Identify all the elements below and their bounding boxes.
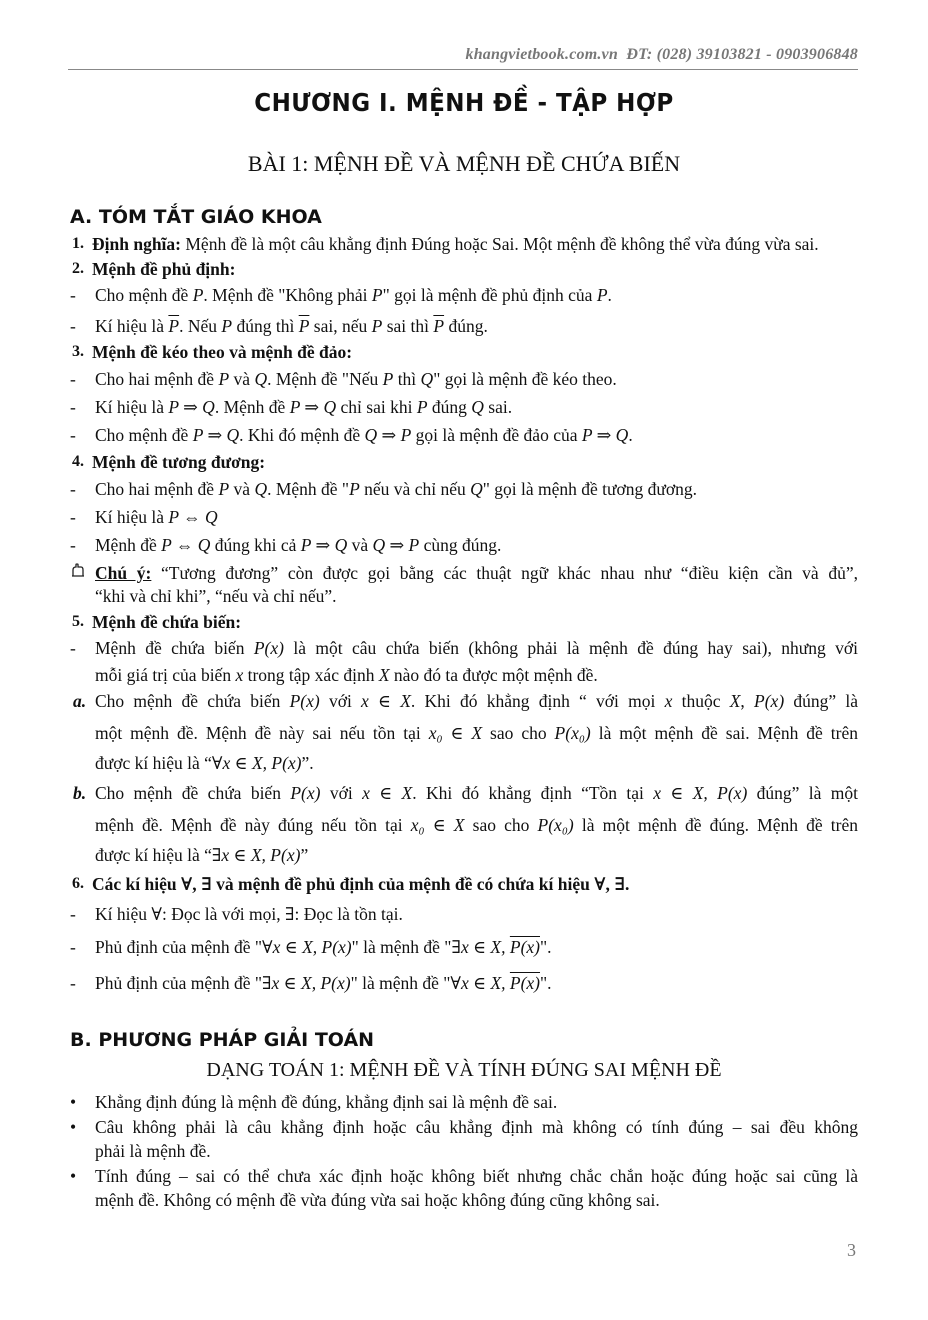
item-number: 5. [72,613,84,630]
line-text [92,258,858,280]
text-segment: Tính đúng – sai có thể chưa xác định hoặc không biết nhưng chắc chắn hoặc đúng hoặc sai cũng là [95,1166,858,1186]
label-text: Mệnh đề chứa biến: [92,612,242,632]
text-segment: nào đó ta được một mệnh đề. [389,665,598,685]
text-segment: ". [540,937,552,957]
dash-marker: - [70,369,76,389]
text-segment: : Đọc là tồn tại. [294,904,403,924]
line-text [95,1189,858,1211]
text-segment: mệnh đề. Mệnh đề này đúng nếu tồn tại [95,815,411,835]
text-segment: Khẳng định đúng là mệnh đề đúng, khẳng định sai là mệnh đề sai. [95,1092,558,1112]
text-segment: Phủ định của mệnh đề " [95,937,263,957]
math-expression: X [378,665,390,685]
label-text: Định nghĩa: [92,234,181,254]
line-text [95,752,858,774]
math-expression: P(x) [754,691,785,711]
math-expression: ∀x ∈ X, P(x) [262,937,352,957]
dash-marker: - [70,507,76,527]
text-segment: ”. [301,753,314,773]
line-text [95,506,858,528]
line-text [92,873,858,895]
math-expression: P ⇒ Q [300,535,348,555]
note-hand-icon [70,562,86,584]
header-divider [68,69,858,70]
math-expression: $\overline{P}$ [433,316,445,336]
dash-marker: - [70,479,76,499]
text-segment: được kí hiệu là “ [95,753,212,773]
math-expression: x₀ ∈ X [410,815,465,835]
item-number: a. [73,691,87,711]
text-segment: là một mệnh đề đúng. Mệnh đề trên [573,815,858,835]
site-name: khangvietbook.com.vn [465,46,618,63]
math-expression: $\overline{P}$ [298,316,310,336]
text-segment: . Khi đó khẳng định “Tồn tại [412,783,654,803]
item-number: 3. [72,343,84,360]
bullet-icon: • [70,1092,77,1112]
text-segment: . [628,425,633,445]
text-segment: là một câu chứa biến (không phải là mệnh đề đúng hay sai), nhưng với [283,638,858,658]
text-segment: và [229,479,255,499]
math-expression: P(x) [289,691,320,711]
item-number: 4. [72,453,84,470]
line-text [95,1116,858,1138]
math-expression: x [664,691,673,711]
text-segment: với [320,783,363,803]
line-text [92,451,858,473]
math-expression: Q [471,397,484,417]
math-expression: $\overline{P}$ [168,316,180,336]
line-text [95,972,858,994]
text-segment: . Mệnh đề "Không phải [203,285,372,305]
math-expression: P [371,285,383,305]
line-text [95,585,858,607]
text-segment: mệnh đề. Không có mệnh đề vừa đúng vừa sai hoặc không đúng cũng không sai. [95,1190,660,1210]
line-text [92,233,858,255]
text-segment: cùng đúng. [419,535,502,555]
text-segment: và [229,369,255,389]
text-segment: . [607,285,612,305]
math-expression: x₀ ∈ X [428,723,483,743]
text-segment: đúng [427,397,472,417]
dash-marker: - [70,973,76,993]
text-segment: với [319,691,362,711]
text-segment: đúng” là một [747,783,859,803]
item-number: 6. [72,875,84,892]
text-segment: " gọi là mệnh đề kéo theo. [433,369,617,389]
text-segment: ∃ [284,904,295,924]
page-header [466,46,859,64]
text-segment: . Mệnh đề " [267,479,350,499]
math-expression: Q [254,369,268,389]
text-segment: là một mệnh đề sai. Mệnh đề trên [590,723,858,743]
text-segment: Kí hiệu là [95,316,169,336]
label-text: Chú ý: [95,563,152,583]
text-segment: , [740,691,755,711]
math-expression: P(x) [253,638,284,658]
line-text [95,664,858,686]
text-segment: chỉ sai khi [336,397,417,417]
dash-marker: - [70,937,76,957]
math-expression: P [349,479,360,499]
math-expression: P ⇔ Q [168,507,218,527]
text-segment: mỗi giá trị của biến [95,665,236,685]
line-text [95,1165,858,1187]
text-segment: . Nếu [179,316,222,336]
text-segment: một mệnh đề. Mệnh đề này sai nếu tồn tại [95,723,429,743]
text-segment: thuộc [672,691,730,711]
text-segment: Cho hai mệnh đề [95,479,219,499]
text-segment: . Khi đó mệnh đề [239,425,365,445]
text-segment: " là mệnh đề " [351,937,452,957]
math-expression: Q [420,369,434,389]
text-segment: Mệnh đề [95,535,162,555]
math-expression: Q [254,479,268,499]
dash-marker: - [70,638,76,658]
line-text [95,1091,858,1113]
line-text [95,534,858,556]
text-segment: thì [393,369,421,389]
math-expression: P(x) [509,937,540,957]
line-text [95,782,858,804]
line-text [95,562,858,584]
text-segment: Cho mệnh đề chứa biến [95,691,290,711]
math-expression: P(x₀) [537,815,574,835]
math-expression: P ⇒ Q [192,425,240,445]
page-number: 3 [847,1240,856,1260]
line-text [95,1140,858,1162]
text-segment: đúng khi cả [210,535,301,555]
section-b-heading: B. PHƯƠNG PHÁP GIẢI TOÁN [70,1029,375,1051]
section-a-heading: A. TÓM TẮT GIÁO KHOA [70,206,322,228]
line-text [95,690,858,712]
label-text: Các kí hiệu ∀, ∃ và mệnh đề phủ định của mệnh đề có chứa kí hiệu ∀, ∃. [92,874,630,894]
text-segment: Kí hiệu [95,904,152,924]
text-segment: Cho mệnh đề chứa biến [95,783,291,803]
text-segment: Kí hiệu là [95,397,169,417]
text-segment: " gọi là mệnh đề tương đương. [482,479,697,499]
label-text: Mệnh đề phủ định: [92,259,236,279]
text-segment: Kí hiệu là [95,507,169,527]
text-segment: “khi và chỉ khi”, “nếu và chỉ nếu”. [95,586,337,606]
label-text: Mệnh đề tương đương: [92,452,266,472]
math-expression: P [416,397,428,417]
text-segment: Cho mệnh đề [95,425,193,445]
problem-type-title: DẠNG TOÁN 1: MỆNH ĐỀ VÀ TÍNH ĐÚNG SAI MỆNH ĐỀ [206,1059,722,1081]
text-segment: " gọi là mệnh đề phủ định của [382,285,597,305]
math-expression: P [596,285,608,305]
text-segment: " là mệnh đề " [350,973,451,993]
label-text: Mệnh đề kéo theo và mệnh đề đảo: [92,342,353,362]
text-segment: sao cho [464,815,538,835]
line-text [95,396,858,418]
math-expression: ∃x ∈ X, [451,937,510,957]
line-text [95,478,858,500]
dash-marker: - [70,535,76,555]
math-expression: P(x) [290,783,321,803]
text-segment: Mệnh đề là một câu khẳng định Đúng hoặc Sai. Một mệnh đề không thể vừa đúng vừa sai. [181,234,819,254]
text-segment: ∀ [151,904,162,924]
phone-number: ĐT: (028) 39103821 - 0903906848 [626,46,858,63]
math-expression: ∃x ∈ X, P(x) [211,845,301,865]
math-expression: P ⇒ Q [289,397,337,417]
text-segment: ” [300,845,309,865]
line-text [92,611,858,633]
dash-marker: - [70,904,76,924]
text-segment: : Đọc là với mọi, [161,904,285,924]
text-segment: ". [540,973,552,993]
math-expression: P ⇒ Q [581,425,629,445]
text-segment: và [347,535,373,555]
math-expression: x ∈ X, P(x) [653,783,748,803]
bullet-icon: • [70,1117,77,1137]
math-expression: P [221,316,233,336]
line-text [95,936,858,958]
bullet-icon: • [70,1166,77,1186]
line-text [92,341,858,363]
text-segment: sao cho [482,723,555,743]
line-text [95,315,858,337]
text-segment: phải là mệnh đề. [95,1141,211,1161]
math-expression: Q ⇒ P [372,535,420,555]
text-segment: nếu và chỉ nếu [359,479,471,499]
math-expression: ∀x ∈ X, [450,973,510,993]
text-segment: sai. [483,397,513,417]
dash-marker: - [70,425,76,445]
line-text [95,284,858,306]
text-segment: . Mệnh đề "Nếu [267,369,383,389]
text-segment: gọi là mệnh đề đảo của [411,425,582,445]
line-text [95,722,858,744]
text-segment: . Khi đó khẳng định “ với mọi [410,691,665,711]
math-expression: P ⇒ Q [168,397,215,417]
math-expression: ∃x ∈ X, P(x) [262,973,351,993]
text-segment: Mệnh đề chứa biến [95,638,254,658]
text-segment: Cho hai mệnh đề [95,369,219,389]
item-number: 1. [72,235,84,252]
text-segment: trong tập xác định [243,665,379,685]
math-expression: x ∈ X [361,691,411,711]
math-expression: P ⇔ Q [161,535,211,555]
math-expression: x ∈ X [362,783,413,803]
math-expression: P [371,316,383,336]
math-expression: x [235,665,244,685]
math-expression: P [218,369,230,389]
line-text [95,844,858,866]
dash-marker: - [70,316,76,336]
text-segment: Cho mệnh đề [95,285,193,305]
lesson-title: BÀI 1: MỆNH ĐỀ VÀ MỆNH ĐỀ CHỨA BIẾN [247,151,681,176]
line-text [95,903,858,925]
item-number: b. [73,783,87,803]
text-segment: sai, nếu [309,316,372,336]
dash-marker: - [70,285,76,305]
text-segment: Phủ định của mệnh đề " [95,973,263,993]
text-segment: Câu không phải là câu khẳng định hoặc câu khẳng định mà không có tính đúng – sai đều không [95,1117,858,1137]
text-segment: . Mệnh đề [214,397,290,417]
line-text [95,424,858,446]
math-expression: P(x) [509,973,541,993]
math-expression: P [382,369,394,389]
math-expression: Q [470,479,483,499]
text-segment: sai thì [382,316,434,336]
math-expression: ∀x ∈ X, P(x) [211,753,302,773]
line-text [95,814,858,836]
text-segment: đúng” là [784,691,859,711]
dash-marker: - [70,397,76,417]
text-segment: đúng. [444,316,488,336]
chapter-title: CHƯƠNG I. MỆNH ĐỀ - TẬP HỢP [254,88,674,117]
math-expression: X [729,691,741,711]
math-expression: Q ⇒ P [364,425,412,445]
text-segment: đúng thì [232,316,299,336]
item-number: 2. [72,260,84,277]
math-expression: P [218,479,230,499]
line-text [95,368,858,390]
math-expression: P(x₀) [554,723,591,743]
text-segment: được kí hiệu là “ [95,845,212,865]
line-text [95,637,858,659]
text-segment: “Tương đương” còn được gọi bằng các thuật ngữ khác nhau như “điều kiện cần và đủ”, [151,563,858,583]
math-expression: P [192,285,204,305]
